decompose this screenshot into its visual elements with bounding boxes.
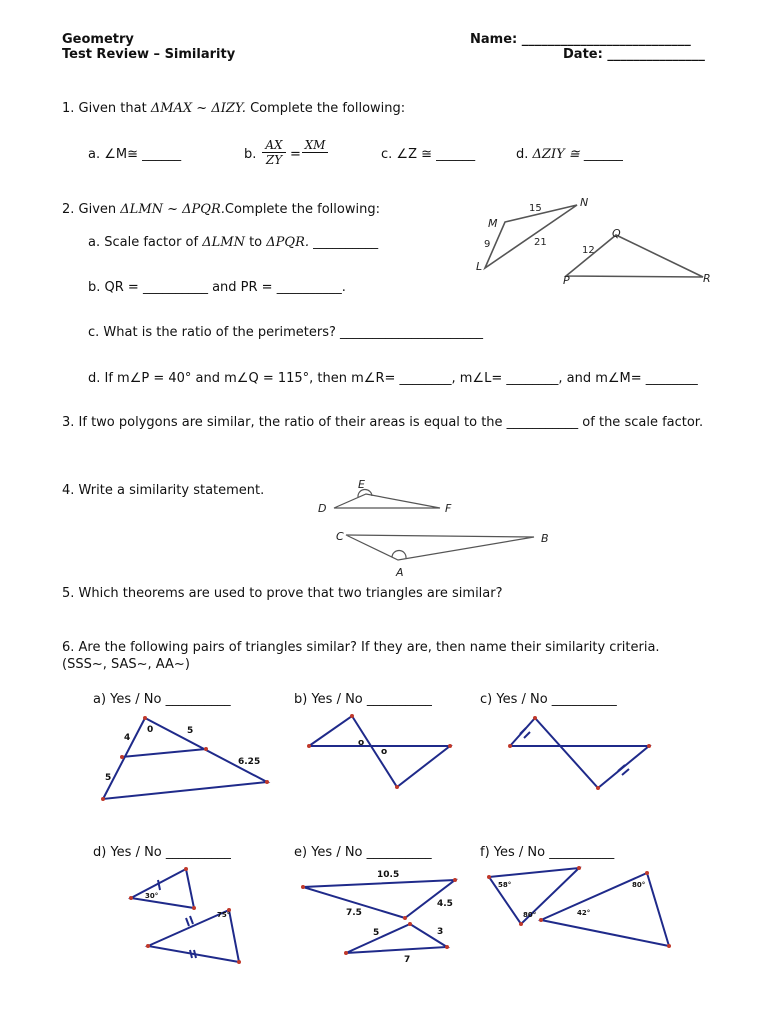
label-C: C bbox=[336, 530, 344, 543]
label-E: E bbox=[358, 478, 365, 491]
q6f-angle-58: 58° bbox=[498, 881, 512, 889]
q1-frac-right-num: XM bbox=[304, 138, 326, 152]
vertex-dot bbox=[533, 716, 537, 720]
side-21: 21 bbox=[534, 237, 547, 248]
vertex-dot bbox=[101, 797, 105, 801]
q6b-bowtie bbox=[309, 716, 450, 787]
side-9: 9 bbox=[484, 239, 491, 250]
q1-part-d-label: d. bbox=[516, 147, 533, 162]
q6e-side-3: 3 bbox=[437, 927, 444, 937]
q6e-side-7: 7 bbox=[404, 955, 411, 965]
q6b-figure bbox=[309, 716, 450, 787]
q4-prompt: 4. Write a similarity statement. bbox=[62, 483, 265, 498]
side-15: 15 bbox=[529, 203, 542, 214]
q6b-mark-2: o bbox=[381, 747, 388, 757]
vertex-dot bbox=[519, 922, 523, 926]
q6f-angle-80a: 80° bbox=[632, 881, 646, 889]
q6e-large-triangle bbox=[303, 880, 455, 918]
q2-a-stmt2: ΔPQR. bbox=[266, 235, 309, 250]
q6a-answer[interactable]: a) Yes / No __________ bbox=[93, 692, 231, 707]
date-field[interactable]: Date: _______________ bbox=[563, 47, 705, 62]
label-F: F bbox=[445, 502, 452, 515]
side-12: 12 bbox=[582, 245, 595, 256]
q6a-label-625: 6.25 bbox=[238, 757, 261, 767]
q1-prefix: 1. Given that bbox=[62, 101, 151, 116]
q1-part-b-label: b. bbox=[244, 147, 257, 162]
q1-statement: ΔMAX ~ ΔIZY. bbox=[150, 101, 246, 116]
q6a-label-5b: 5 bbox=[105, 773, 112, 783]
vertex-dot bbox=[192, 906, 196, 910]
vertex-dot bbox=[577, 866, 581, 870]
q2-part-d[interactable]: d. If m∠P = 40° and m∠Q = 115°, then m∠R= ________, m∠L= ________, and m∠M= ________ bbox=[88, 371, 698, 386]
vertex-dot bbox=[408, 922, 412, 926]
q1-suffix: Complete the following: bbox=[245, 101, 406, 116]
q6-prompt-line2: (SSS~, SAS~, AA~) bbox=[62, 657, 190, 672]
q6f-large-triangle bbox=[541, 873, 669, 946]
q6e-figure bbox=[303, 880, 455, 953]
q6c-parallel-mark-1 bbox=[520, 728, 530, 738]
vertex-dot bbox=[184, 867, 188, 871]
q6f-answer[interactable]: f) Yes / No __________ bbox=[480, 845, 615, 860]
q6e-side-45: 4.5 bbox=[437, 899, 453, 909]
q3-prompt[interactable]: 3. If two polygons are similar, the ratio of their areas is equal to the ___________ of the scale factor. bbox=[62, 415, 704, 430]
vertex-dot bbox=[237, 960, 241, 964]
course-title: Geometry bbox=[62, 32, 134, 47]
q1-part-c[interactable]: c. ∠Z ≅ ______ bbox=[381, 147, 476, 162]
q1-part-d-blank[interactable]: ______ bbox=[579, 147, 623, 162]
vertex-dot bbox=[647, 744, 651, 748]
q6d-angle-30: 30° bbox=[145, 892, 159, 900]
q6d-answer[interactable]: d) Yes / No __________ bbox=[93, 845, 231, 860]
q6c-bowtie bbox=[510, 718, 649, 788]
vertex-dot bbox=[350, 714, 354, 718]
q6e-side-5: 5 bbox=[373, 928, 380, 938]
q2-a-blank[interactable]: __________ bbox=[309, 235, 379, 250]
q6e-side-105: 10.5 bbox=[377, 870, 400, 880]
q1-part-a[interactable]: a. ∠M≅ ______ bbox=[88, 147, 182, 162]
vertex-dot bbox=[301, 885, 305, 889]
label-M: M bbox=[488, 217, 498, 230]
q6a-label-5a: 5 bbox=[187, 726, 194, 736]
q6c-figure bbox=[510, 718, 649, 788]
label-P: P bbox=[563, 274, 570, 287]
q2-a-to: to bbox=[244, 235, 267, 250]
q2-part-b[interactable]: b. QR = __________ and PR = __________. bbox=[88, 280, 346, 295]
q2-part-c[interactable]: c. What is the ratio of the perimeters? ______________________ bbox=[88, 325, 484, 340]
label-L: L bbox=[476, 260, 483, 273]
vertex-dot bbox=[403, 916, 407, 920]
name-field[interactable]: Name: __________________________ bbox=[470, 32, 691, 47]
vertex-dot bbox=[508, 744, 512, 748]
vertex-dot bbox=[146, 944, 150, 948]
vertex-dot bbox=[204, 747, 208, 751]
q6b-mark-1: o bbox=[358, 738, 365, 748]
vertex-dot bbox=[120, 755, 124, 759]
q1-equals: = bbox=[290, 147, 301, 162]
q6c-answer[interactable]: c) Yes / No __________ bbox=[480, 692, 617, 707]
q6e-answer[interactable]: e) Yes / No __________ bbox=[294, 845, 432, 860]
q2-suffix: Complete the following: bbox=[224, 202, 380, 217]
q6e-small-triangle bbox=[346, 924, 447, 953]
q6c-parallel-mark-2 bbox=[618, 765, 629, 775]
q2-statement: ΔLMN ~ ΔPQR. bbox=[120, 202, 225, 217]
q6a-midsegment bbox=[122, 749, 206, 757]
label-B: B bbox=[541, 532, 549, 545]
vertex-dot bbox=[265, 780, 269, 784]
vertex-dot bbox=[596, 786, 600, 790]
vertex-dot bbox=[453, 878, 457, 882]
label-N: N bbox=[580, 196, 589, 209]
q6d-angle-75: 75° bbox=[217, 911, 231, 919]
q6f-angle-80b: 80° bbox=[523, 911, 537, 919]
vertex-dot bbox=[445, 945, 449, 949]
vertex-dot bbox=[645, 871, 649, 875]
vertex-dot bbox=[539, 918, 543, 922]
label-Q: Q bbox=[612, 227, 621, 240]
q6a-label-4: 4 bbox=[124, 733, 131, 743]
label-R: R bbox=[703, 272, 711, 285]
q2-a-text: a. Scale factor of bbox=[88, 235, 203, 250]
vertex-dot bbox=[667, 944, 671, 948]
q6-prompt-line1: 6. Are the following pairs of triangles similar? If they are, then name their similarity criteria. bbox=[62, 640, 660, 655]
q2-a-stmt1: ΔLMN bbox=[202, 235, 245, 250]
q2-prefix: 2. Given bbox=[62, 202, 121, 217]
q1-frac-left-num: AX bbox=[265, 138, 283, 152]
q6f-angle-42: 42° bbox=[577, 909, 591, 917]
vertex-dot bbox=[448, 744, 452, 748]
label-A: A bbox=[396, 566, 404, 579]
q6b-answer[interactable]: b) Yes / No __________ bbox=[294, 692, 432, 707]
vertex-dot bbox=[487, 875, 491, 879]
worksheet-subtitle: Test Review – Similarity bbox=[62, 47, 236, 62]
q6d-small-triangle bbox=[131, 869, 194, 908]
label-D: D bbox=[318, 502, 327, 515]
q1-part-d-stmt: ΔZIY ≅ bbox=[532, 147, 580, 162]
vertex-dot bbox=[344, 951, 348, 955]
q6f-figure bbox=[489, 868, 669, 946]
vertex-dot bbox=[129, 896, 133, 900]
q6e-side-75: 7.5 bbox=[346, 908, 362, 918]
q5-prompt[interactable]: 5. Which theorems are used to prove that two triangles are similar? bbox=[62, 586, 503, 601]
q1-frac-left-den: ZY bbox=[262, 152, 286, 167]
vertex-dot bbox=[143, 716, 147, 720]
vertex-dot bbox=[307, 744, 311, 748]
q6a-label-0: 0 bbox=[147, 725, 154, 735]
vertex-dot bbox=[395, 785, 399, 789]
